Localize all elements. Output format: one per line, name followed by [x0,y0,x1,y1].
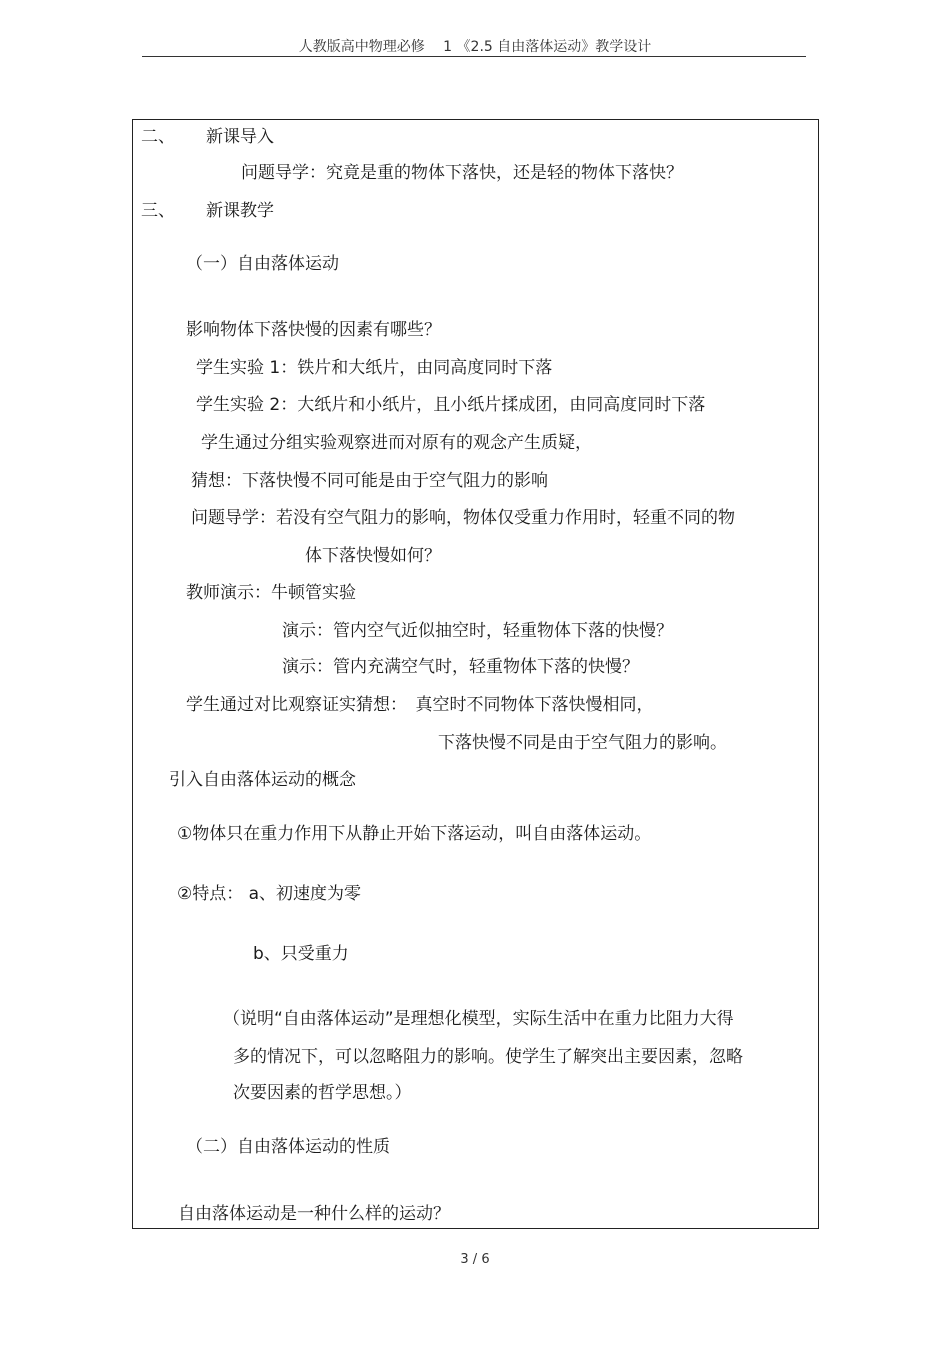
guide-question-line-2: 体下落快慢如何？ [305,546,441,566]
nature-question: 自由落体运动是一种什么样的运动？ [178,1204,450,1224]
section-3-number: 三、 [141,201,175,221]
confirm-line-2: 下落快慢不同是由于空气阻力的影响。 [438,733,727,753]
note-line-3: 次要因素的哲学思想。） [233,1083,412,1103]
section-3-title: 新课教学 [206,201,274,221]
note-line-2: 多的情况下，可以忽略阻力的影响。使学生了解突出主要因素，忽略 [233,1047,743,1067]
feature-b: b、只受重力 [253,944,349,964]
subsection-1-title: （一）自由落体运动 [186,254,339,274]
section-2-number: 二、 [141,127,175,147]
hypothesis: 猜想：下落快慢不同可能是由于空气阻力的影响 [191,471,548,491]
definition: ①物体只在重力作用下从静止开始下落运动，叫自由落体运动。 [177,824,652,844]
subsection-2-title: （二）自由落体运动的性质 [186,1137,390,1157]
factors-question: 影响物体下落快慢的因素有哪些？ [186,320,441,340]
observation: 学生通过分组实验观察进而对原有的观念产生质疑， [201,433,592,453]
section-2-title: 新课导入 [206,127,274,147]
feature-a: ②特点： a、初速度为零 [177,884,362,904]
guide-question-line-1: 问题导学：若没有空气阻力的影响，物体仅受重力作用时，轻重不同的物 [191,508,735,528]
concept-intro: 引入自由落体运动的概念 [169,770,356,790]
page-header: 人教版高中物理必修 1 《2.5 自由落体运动》教学设计 [298,39,652,55]
experiment-1: 学生实验 1：铁片和大纸片，由同高度同时下落 [196,358,553,378]
header-rule [142,56,806,57]
section-2-question: 问题导学：究竟是重的物体下落快，还是轻的物体下落快？ [241,163,683,183]
experiment-2: 学生实验 2：大纸片和小纸片，且小纸片揉成团，由同高度同时下落 [196,395,706,415]
demo-2: 演示：管内充满空气时，轻重物体下落的快慢？ [282,657,639,677]
note-line-1: （说明“自由落体运动”是理想化模型，实际生活中在重力比阻力大得 [223,1009,734,1029]
confirm-line-1: 学生通过对比观察证实猜想： 真空时不同物体下落快慢相同， [186,695,654,715]
teacher-demo: 教师演示：牛顿管实验 [186,583,356,603]
page-number: 3 / 6 [460,1252,490,1267]
demo-1: 演示：管内空气近似抽空时，轻重物体下落的快慢？ [282,621,673,641]
